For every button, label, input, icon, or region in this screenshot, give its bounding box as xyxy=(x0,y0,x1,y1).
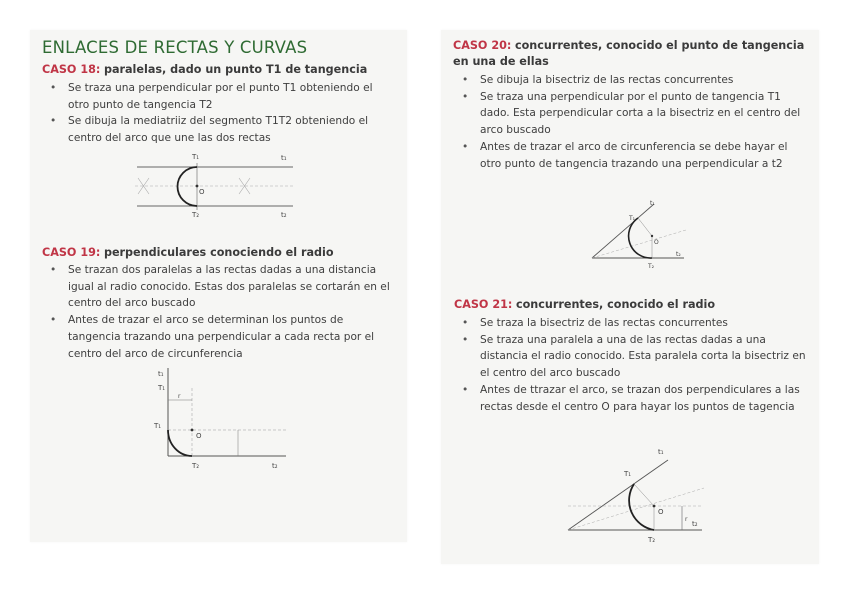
label-T1: T₁ xyxy=(629,215,636,222)
caso18-desc: paralelas, dado un punto T1 de tangencia xyxy=(103,63,368,76)
center-point xyxy=(196,185,199,188)
caso19-bullet-2: • Antes de trazar el arco se determinan los puntos de tangencia trazando una perpendicular a cada recta por el centro del arco de circunferencia xyxy=(42,312,392,362)
caso21-bullet-3: • Antes de ttrazar el arco, se trazan dos perpendiculares a las rectas desde el centro O para hayar los puntos de tagencia xyxy=(454,382,810,415)
caso21-heading xyxy=(454,297,809,313)
caso20-bullet-3: • Antes de trazar el arco de circunferencia se debe hayar el otro punto de tangencia trazando una perpendicular a t2 xyxy=(454,139,810,172)
perpendicular-T1 xyxy=(638,218,652,236)
center-point xyxy=(651,235,653,237)
label-t2: t₂ xyxy=(272,462,278,470)
caso19-heading xyxy=(42,245,392,261)
label-O: O xyxy=(654,239,659,246)
perpendicular-t1 xyxy=(634,484,654,506)
bisector-line xyxy=(592,230,686,258)
label-O: O xyxy=(196,432,202,440)
caso21-bullet-2: • Se traza una paralela a una de las rectas dadas a una distancia el radio conocido. Esta paralela corta la bisectriz en el centro del arco buscado xyxy=(454,332,810,382)
label-r: r xyxy=(685,516,688,523)
caso20-bullet-1: • Se dibuja la bisectriz de las rectas concurrentes xyxy=(454,72,810,89)
caso18-figure xyxy=(135,148,295,222)
label-T2: T₂ xyxy=(192,462,200,470)
caso21-tag: CASO 21: xyxy=(454,298,513,311)
center-point xyxy=(191,429,194,432)
page-title: ENLACES DE RECTAS Y CURVAS xyxy=(42,38,308,57)
label-t1: t₁ xyxy=(158,370,164,378)
label-O: O xyxy=(658,508,664,516)
label-T2: T₂ xyxy=(192,211,200,219)
label-T2: T₂ xyxy=(648,263,655,270)
caso18-tag: CASO 18: xyxy=(42,63,101,76)
caso19-list xyxy=(42,262,392,362)
caso19-bullet-1: • Se trazan dos paralelas a las rectas dadas a una distancia igual al radio conocido. Estas dos paralelas se cortarán en el centro del arco buscado xyxy=(42,262,392,312)
caso18-list xyxy=(42,80,392,147)
label-t2: t₂ xyxy=(281,211,287,219)
label-t1: t₁ xyxy=(281,154,287,162)
caso19-figure xyxy=(152,366,288,472)
caso21-list xyxy=(454,315,810,415)
bisector-line xyxy=(568,488,704,530)
tangent-arc xyxy=(168,430,192,456)
tangent-arc xyxy=(629,218,652,258)
label-t2: t₂ xyxy=(692,520,698,528)
caso20-list xyxy=(454,72,810,172)
caso21-figure xyxy=(562,442,706,546)
caso21-bullet-1: • Se traza la bisectriz de las rectas concurrentes xyxy=(454,315,810,332)
label-T1: T₁ xyxy=(192,153,200,161)
caso19-tag: CASO 19: xyxy=(42,246,101,259)
label-T1: T₁ xyxy=(154,422,162,430)
line-t1 xyxy=(592,204,654,258)
label-T1-top: T₁ xyxy=(158,384,166,392)
label-T1: T₁ xyxy=(624,470,632,478)
tangent-arc xyxy=(629,484,654,530)
label-t1: t₁ xyxy=(658,448,664,456)
line-t1 xyxy=(568,460,668,530)
caso20-heading xyxy=(453,38,808,70)
caso19-desc: perpendiculares conociendo el radio xyxy=(103,246,334,259)
caso20-figure xyxy=(588,196,688,270)
caso20-bullet-2: • Se traza una perpendicular por el punto de tangencia T1 dado. Esta perpendicular corta a la bisectriz en el centro del arco buscado xyxy=(454,89,810,139)
caso20-tag: CASO 20: xyxy=(453,39,512,52)
label-t2: t₂ xyxy=(676,251,681,258)
tangent-arc xyxy=(178,167,198,206)
caso18-heading xyxy=(42,62,392,78)
caso21-desc: concurrentes, conocido el radio xyxy=(515,298,716,311)
caso18-bullet-1: • Se traza una perpendicular por el punto T1 obteniendo el otro punto de tangencia T2 xyxy=(42,80,392,113)
caso20-desc: concurrentes, conocido el punto de tangencia en una de ellas xyxy=(453,39,805,68)
label-r: r xyxy=(178,393,181,400)
center-point xyxy=(653,505,656,508)
caso18-bullet-2: • Se dibuja la mediatriiz del segmento T1T2 obteniendo el centro del arco que une las dos rectas xyxy=(42,113,392,146)
label-O: O xyxy=(199,188,205,196)
label-T2: T₂ xyxy=(648,536,656,544)
label-t1: t₁ xyxy=(650,200,655,207)
